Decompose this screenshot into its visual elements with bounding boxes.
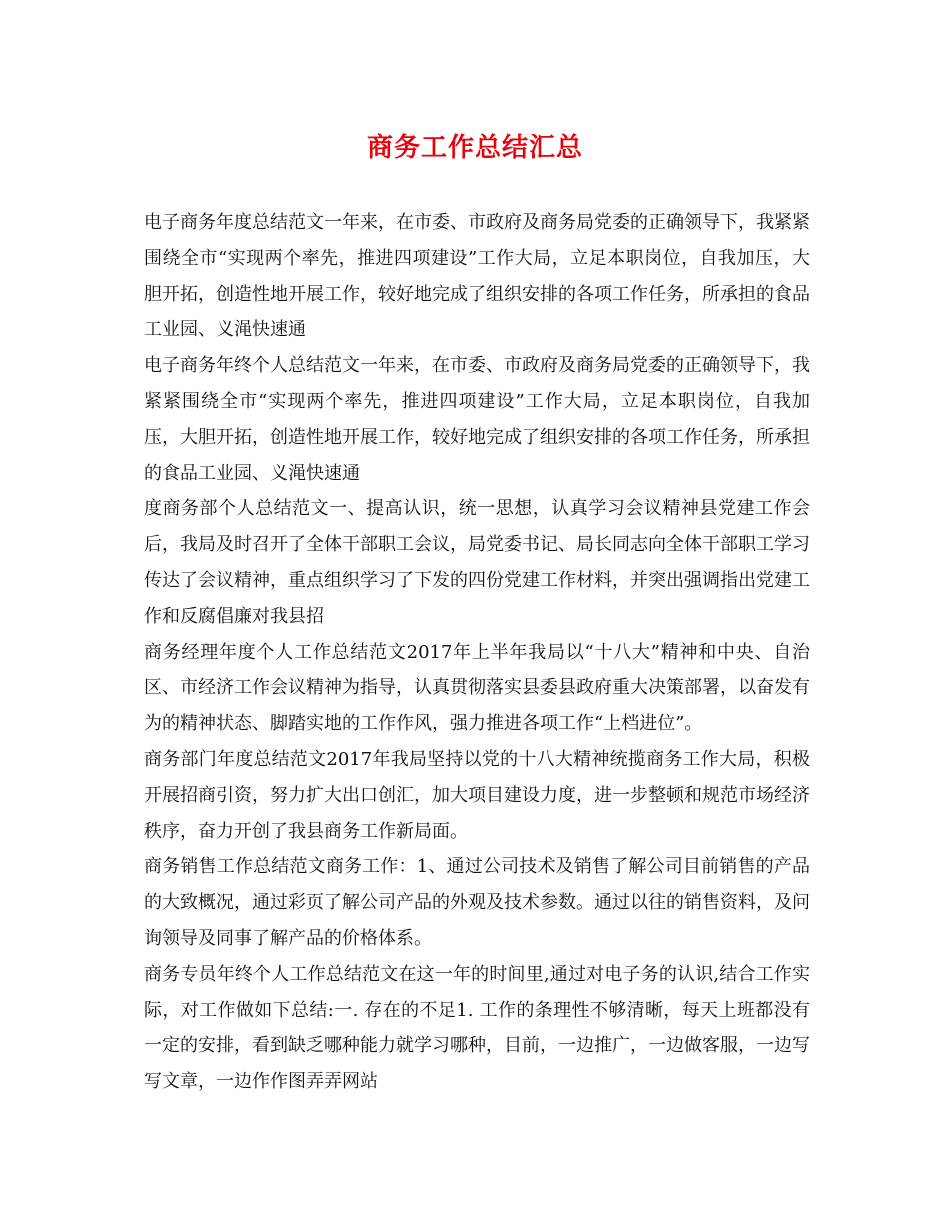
paragraph-4: 商务经理年度个人工作总结范文2017年上半年我局以“十八大”精神和中央、自治区、市经济工作会议精神为指导，认真贯彻落实县委县政府重大决策部署，以奋发有为的精神状态、脚踏实地的工作作风，强力推进各项工作“上档进位”。 xyxy=(144,641,810,735)
paragraph-1: 电子商务年度总结范文一年来，在市委、市政府及商务局党委的正确领导下，我紧紧围绕全市“实现两个率先，推进四项建设”工作大局，立足本职岗位，自我加压，大胆开拓，创造性地开展工作，较好地完成了组织安排的各项工作任务，所承担的食品工业园、义渑快速通 xyxy=(144,212,810,341)
paragraph-3: 度商务部个人总结范文一、提高认识，统一思想，认真学习会议精神县党建工作会后，我局及时召开了全体干部职工会议，局党委书记、局长同志向全体干部职工学习传达了会议精神，重点组织学习了下发的四份党建工作材料，并突出强调指出党建工作和反腐倡廉对我县招 xyxy=(144,498,810,627)
document-body xyxy=(144,205,810,1100)
paragraph-7: 商务专员年终个人工作总结范文在这一年的时间里,通过对电子务的认识,结合工作实际，对工作做如下总结:一. 存在的不足1. 工作的条理性不够清晰，每天上班都没有一定的安排，看到缺乏哪种能力就学习哪种，目前，一边推广，一边做客服，一边写写文章，一边作作图弄弄网站 xyxy=(144,963,810,1093)
paragraph-2: 电子商务年终个人总结范文一年来，在市委、市政府及商务局党委的正确领导下，我紧紧围绕全市“实现两个率先，推进四项建设”工作大局，立足本职岗位，自我加压，大胆开拓，创造性地开展工作，较好地完成了组织安排的各项工作任务，所承担的食品工业园、义渑快速通 xyxy=(144,355,810,484)
paragraph-5: 商务部门年度总结范文2017年我局坚持以党的十八大精神统揽商务工作大局，积极开展招商引资，努力扩大出口创汇，加大项目建设力度，进一步整顿和规范市场经济秩序，奋力开创了我县商务工作新局面。 xyxy=(144,748,810,842)
paragraph-6: 商务销售工作总结范文商务工作：1、通过公司技术及销售了解公司目前销售的产品的大致概况，通过彩页了解公司产品的外观及技术参数。通过以往的销售资料，及问询领导及同事了解产品的价格体系。 xyxy=(144,856,810,949)
document-title: 商务工作总结汇总 xyxy=(366,133,583,163)
